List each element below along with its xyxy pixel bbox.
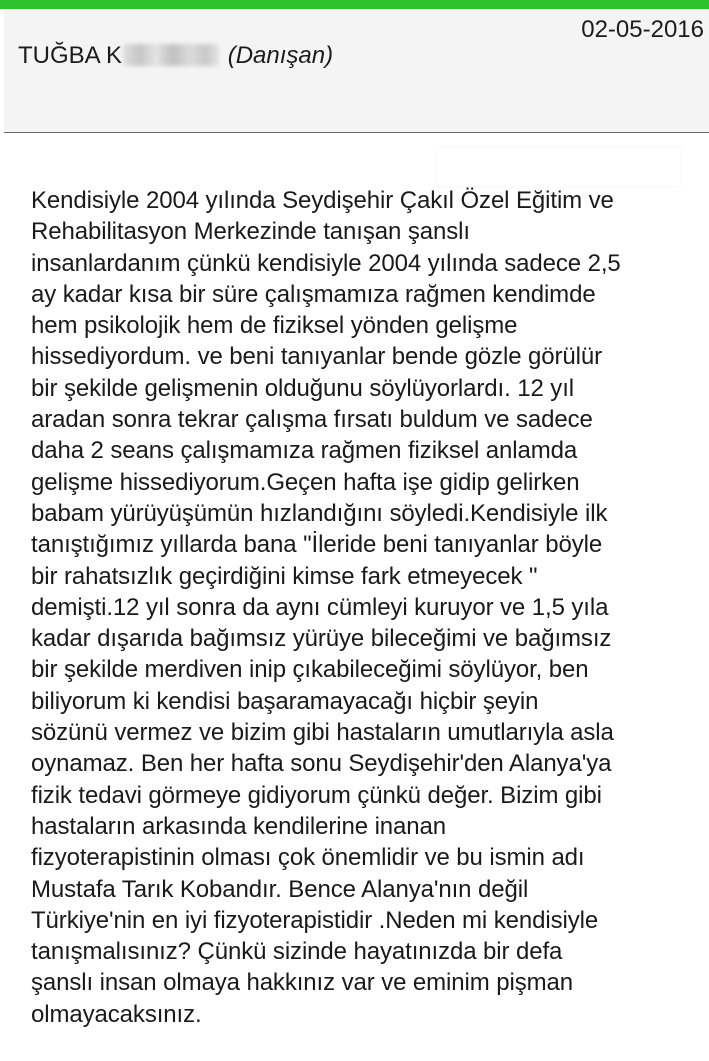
blurred-surname (123, 44, 219, 66)
author-name: TUĞBA K (18, 42, 123, 69)
blank-box (436, 148, 680, 186)
review-text: Kendisiyle 2004 yılında Seydişehir Çakıl Özel Eğitim ve Rehabilitasyon Merkezinde tanışan şanslı insanlardanım çünkü kendisiyle 2004 yılında sadece 2,5 ay kadar kısa bir süre çalışmamıza rağmen kendimde hem psikolojik hem de fiziksel yönden gelişme hissediyordum. ve beni tanıyanlar bende gözle görülür bir şekilde gelişmenin olduğunu söylüyorlardı. 12 yıl aradan sonra tekrar çalışma fırsatı buldum ve sadece daha 2 seans çalışmamıza rağmen fiziksel anlamda gelişme hissediyorum.Geçen hafta işe gidip gelirken babam yürüyüşümün hızlandığını söyledi.Kendisiyle ilk tanıştığımız yıllarda bana "İleride beni tanıyanlar böyle bir rahatsızlık geçirdiğini kimse fark etmeyecek " demişti.12 yıl sonra da aynı cümleyi kuruyor ve 1,5 yıla kadar dışarıda bağımsız yürüye bileceğimi ve bağımsız bir şekilde merdiven inip çıkabileceğimi söylüyor, ben biliyorum ki kendisi başaramayacağı hiçbir şeyin sözünü vermez ve bizim gibi hastaların umutlarıyla asla oynamaz. Ben her hafta sonu Seydişehir'den Alanya'ya fizik tedavi görmeye gidiyorum çünkü değer. Bizim gibi hastaların arkasında kendilerine inanan fizyoterapistinin olması çok önemlidir ve bu ismin adı Mustafa Tarık Kobandır. Bence Alanya'nın değil Türkiye'nin en iyi fizyoterapistidir .Neden mi kendisiyle tanışmalısınız? Çünkü sizinde hayatınızda bir defa şanslı insan olmaya hakkınız var ve eminim pişman olmayacaksınız. (31, 187, 621, 1028)
top-accent-bar (0, 0, 709, 9)
author-line (18, 42, 333, 70)
review-date: 02-05-2016 (581, 16, 704, 43)
review-header (4, 9, 709, 133)
author-role: (Danışan) (227, 42, 334, 69)
